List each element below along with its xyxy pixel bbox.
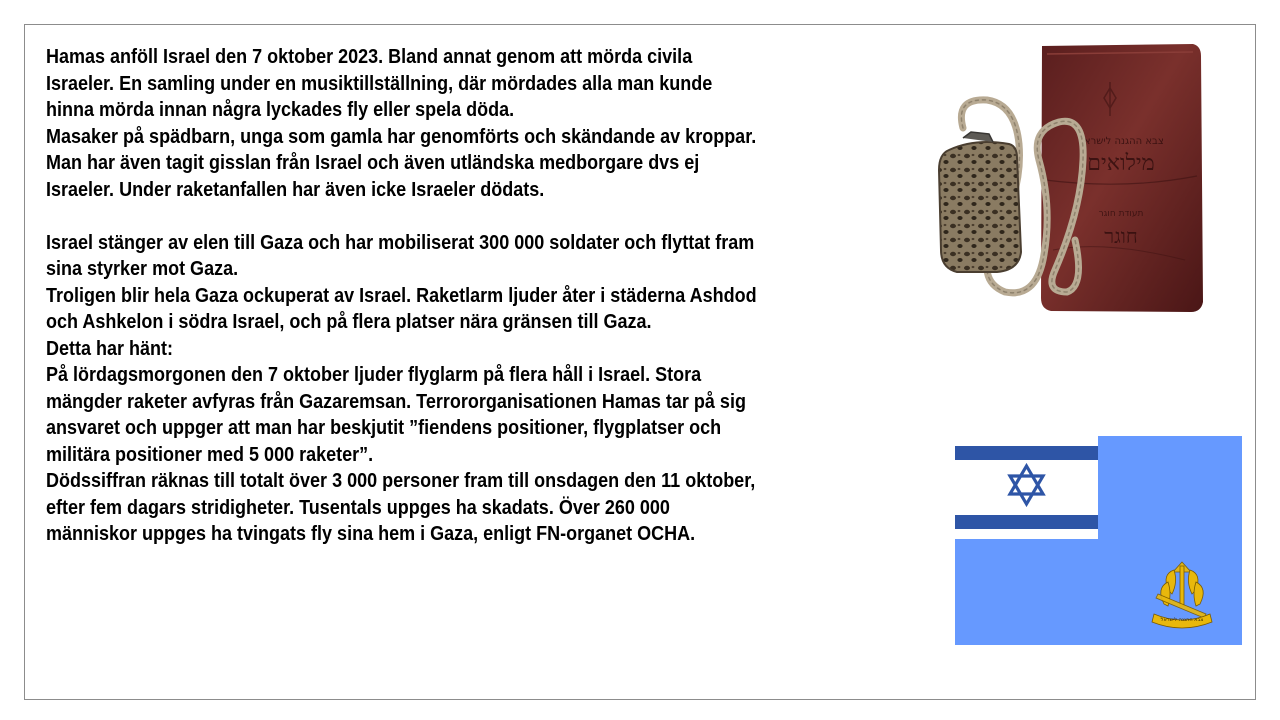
booklet-cover (1041, 44, 1203, 312)
idf-flag-image (955, 436, 1242, 645)
text-line: Israeler. En samling under en musiktillställning, där mördades alla man kunde (46, 72, 713, 95)
text-line: människor uppges ha tvingats fly sina hem i Gaza, enligt FN-organet OCHA. (46, 523, 696, 545)
idf-id-booklet-image (935, 40, 1235, 315)
booklet-line-2: מילואים (1087, 151, 1155, 176)
text-line: militära positioner med 5 000 raketer”. (46, 443, 374, 466)
text-line: Israeler. Under raketanfallen har även icke Israeler dödats. (46, 178, 545, 201)
text-line: Hamas anföll Israel den 7 oktober 2023. Bland annat genom att mörda civila (46, 46, 693, 68)
text-line: Dödssiffran räknas till totalt över 3 000 personer fram till onsdagen den 11 oktober, (46, 470, 756, 492)
camo-pouch (939, 142, 1021, 272)
text-line: Masaker på spädbarn, unga som gamla har genomförts och skändande av kroppar. (46, 125, 757, 148)
text-line: ansvaret och uppger att man har beskjutit ”fiendens positioner, flygplatser och (46, 417, 722, 439)
text-line: sina styrker mot Gaza. (46, 258, 239, 280)
booklet-line-1: צבא ההגנה לישראל (1078, 136, 1164, 147)
body-text (46, 44, 838, 548)
text-line: Israel stänger av elen till Gaza och har mobiliserat 300 000 soldater och flyttat fram (46, 231, 755, 254)
text-line: efter fem dagars stridigheter. Tusentals uppges ha skadats. Över 260 000 (46, 496, 670, 519)
text-line: och Ashkelon i södra Israel, och på flera platser nära gränsen till Gaza. (46, 311, 652, 333)
emblem-ribbon-text: צבא ההגנה לישראל (1160, 617, 1204, 623)
booklet-line-4: חוגר (1104, 224, 1138, 248)
text-line: Troligen blir hela Gaza ockuperat av Israel. Raketlarm ljuder åter i städerna Ashdod (46, 284, 757, 307)
text-line: mängder raketer avfyras från Gazaremsan. Terrororganisationen Hamas tar på sig (46, 390, 746, 413)
text-line: På lördagsmorgonen den 7 oktober ljuder flyglarm på flera håll i Israel. Stora (46, 364, 702, 386)
text-line: hinna mörda innan några lyckades fly eller spela döda. (46, 99, 515, 121)
text-line: Man har även tagit gisslan från Israel och även utländska medborgare dvs ej (46, 152, 700, 174)
booklet-line-3: תעודת חוגר (1098, 209, 1144, 219)
paragraph-gap (46, 203, 838, 230)
text-line: Detta har hänt: (46, 337, 174, 360)
israeli-flag-canton (955, 436, 1098, 539)
